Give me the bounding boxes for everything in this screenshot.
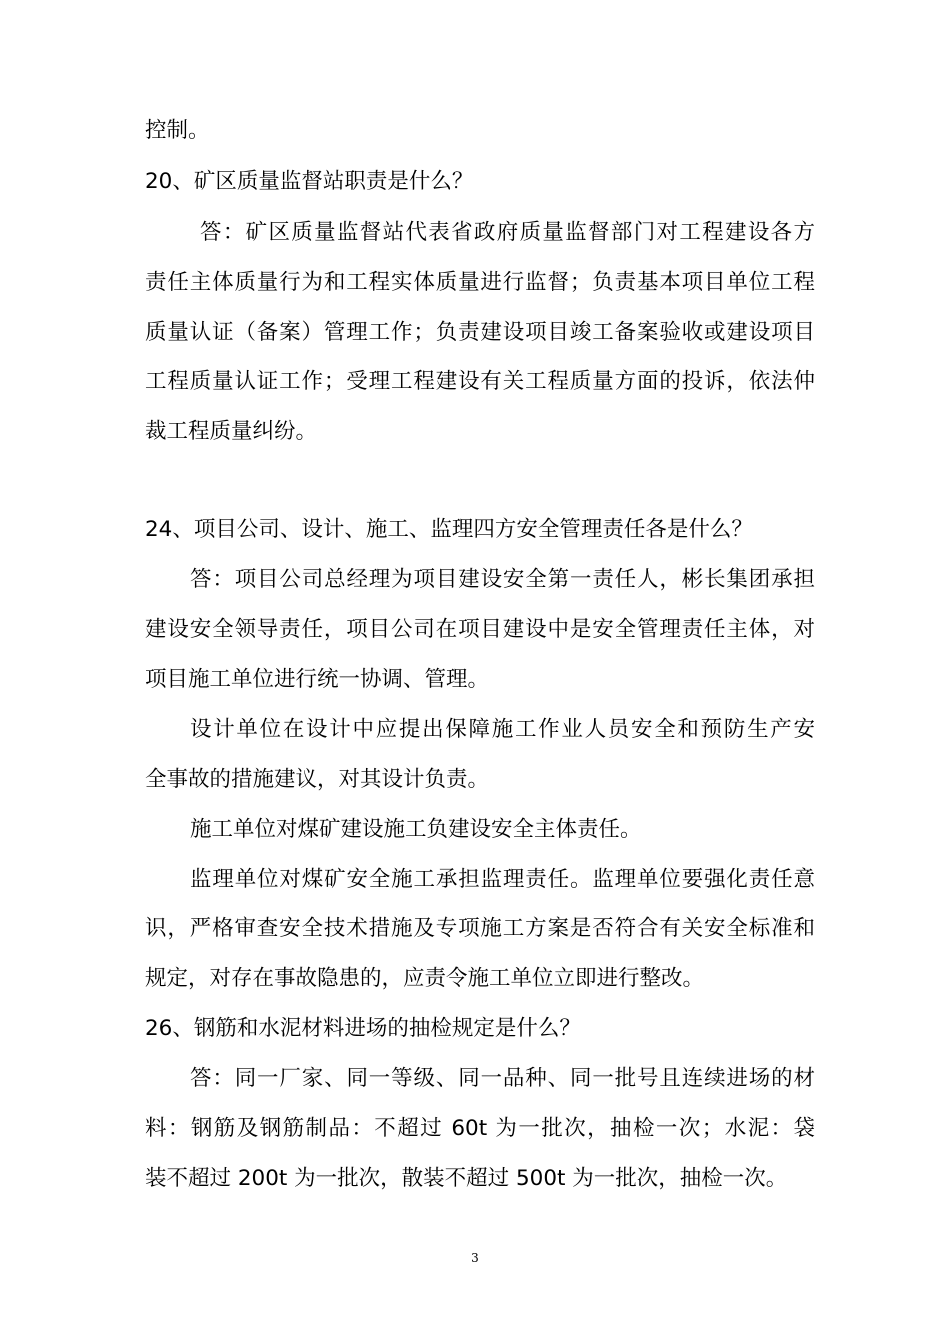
answer-24-line: 识，严格审查安全技术措施及专项施工方案是否符合有关安全标准和: [145, 916, 815, 941]
answer-24-line: 设计单位在设计中应提出保障施工作业人员安全和预防生产安: [190, 717, 815, 742]
answer-20-line: 裁工程质量纠纷。: [145, 419, 318, 444]
answer-20-line: 责任主体质量行为和工程实体质量进行监督；负责基本项目单位工程: [145, 270, 815, 295]
answer-26-line: 答：同一厂家、同一等级、同一品种、同一批号且连续进场的材: [190, 1066, 815, 1091]
answer-24-line: 建设安全领导责任，项目公司在项目建设中是安全管理责任主体，对: [145, 617, 815, 642]
answer-20-line: 质量认证（备案）管理工作；负责建设项目竣工备案验收或建设项目: [145, 320, 815, 345]
question-24: 24、项目公司、设计、施工、监理四方安全管理责任各是什么？: [145, 517, 753, 542]
question-20: 20、矿区质量监督站职责是什么？: [145, 169, 474, 194]
answer-26-line: 装不超过 200t 为一批次，散装不超过 500t 为一批次，抽检一次。: [145, 1166, 788, 1191]
answer-26-line: 料：钢筋及钢筋制品：不超过 60t 为一批次，抽检一次；水泥：袋: [145, 1116, 815, 1141]
page-number: 3: [471, 1251, 479, 1265]
answer-24-line: 监理单位对煤矿安全施工承担监理责任。监理单位要强化责任意: [190, 867, 815, 892]
answer-24-line: 施工单位对煤矿建设施工负建设安全主体责任。: [190, 817, 642, 842]
answer-20-line: 答：矿区质量监督站代表省政府质量监督部门对工程建设各方: [200, 220, 815, 245]
answer-20-line: 工程质量认证工作；受理工程建设有关工程质量方面的投诉，依法仲: [145, 369, 815, 394]
answer-24-line: 项目施工单位进行统一协调、管理。: [145, 667, 490, 692]
question-26: 26、钢筋和水泥材料进场的抽检规定是什么？: [145, 1016, 581, 1041]
answer-24-line: 规定，对存在事故隐患的，应责令施工单位立即进行整改。: [145, 966, 705, 991]
answer-24-line: 答：项目公司总经理为项目建设安全第一责任人，彬长集团承担: [190, 567, 815, 592]
answer-24-line: 全事故的措施建议，对其设计负责。: [145, 767, 490, 792]
continuation-text: 控制。: [145, 118, 210, 143]
